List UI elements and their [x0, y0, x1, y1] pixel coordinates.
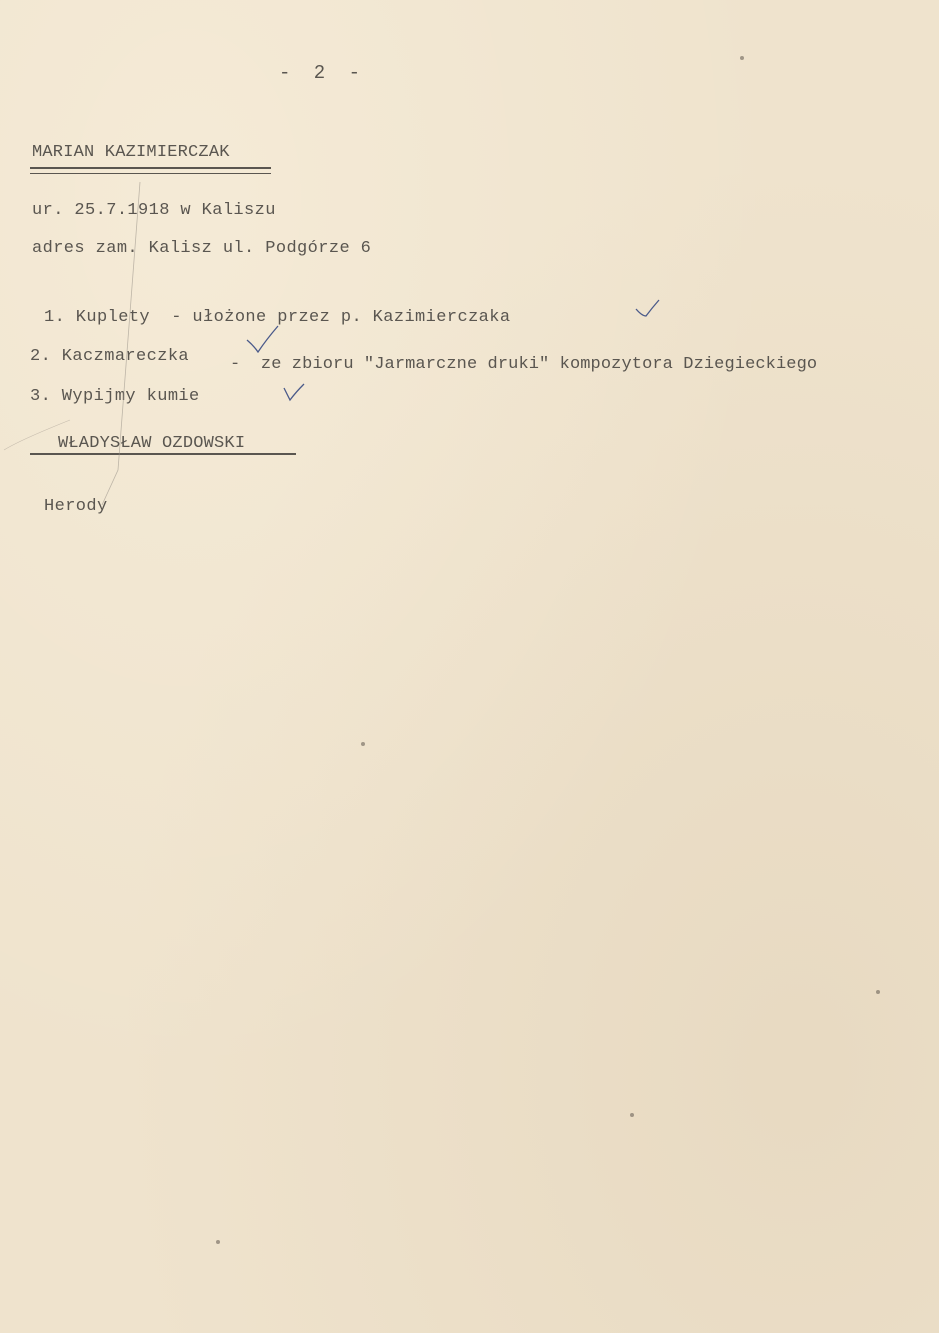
address-line: adres zam. Kalisz ul. Podgórze 6 — [32, 239, 372, 258]
second-person-heading: WŁADYSŁAW OZDOWSKI — [58, 434, 246, 453]
paper-speck — [630, 1113, 634, 1117]
paper-speck — [740, 56, 744, 60]
song-item: 1. Kuplety - ułożone przez p. Kazimierczaka — [44, 308, 511, 327]
paper-speck — [876, 990, 880, 994]
paper-speck — [216, 1240, 220, 1244]
paper-speck — [361, 742, 365, 746]
pencil-stroke — [4, 420, 70, 450]
work-title: Herody — [44, 497, 108, 516]
song-source-note: - ze zbioru "Jarmarczne druki" kompozytora Dziegieckiego — [230, 355, 818, 374]
check-mark-icon — [636, 300, 659, 316]
birth-line: ur. 25.7.1918 w Kaliszu — [32, 201, 276, 220]
song-item: 2. Kaczmareczka — [30, 347, 190, 366]
pencil-stroke — [102, 182, 140, 505]
page-number: - 2 - — [279, 62, 367, 84]
check-mark-icon — [247, 326, 278, 352]
person-name-heading: MARIAN KAZIMIERCZAK — [32, 143, 230, 162]
check-mark-icon — [284, 384, 304, 400]
song-item: 3. Wypijmy kumie — [30, 387, 200, 406]
